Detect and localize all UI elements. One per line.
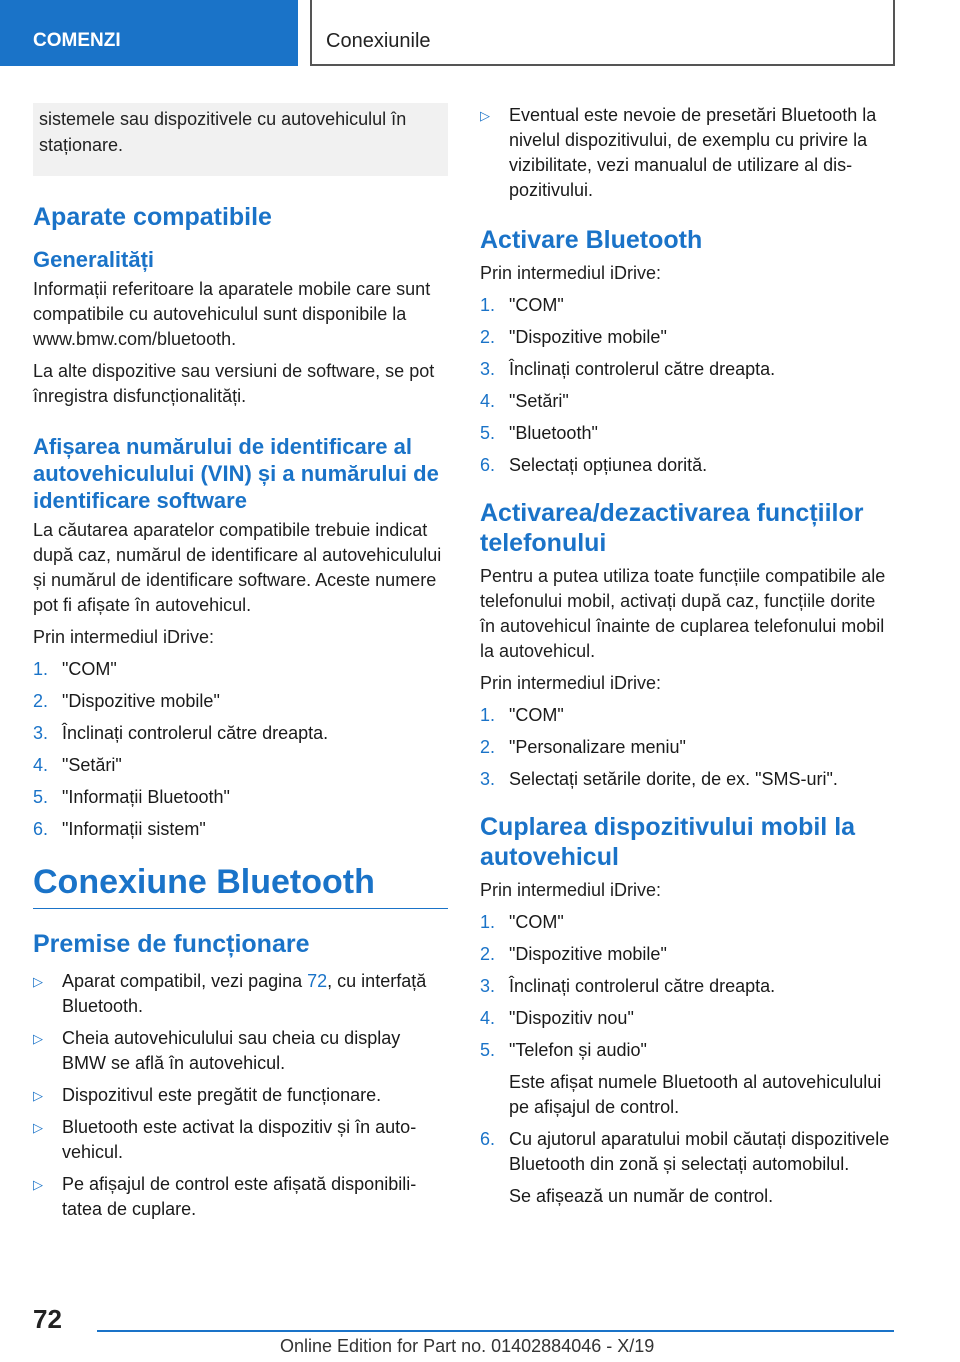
triangle-right-icon: ▷: [480, 108, 490, 123]
bullet-text-tail: , cu interfață Bluetooth.: [62, 971, 427, 1016]
step-label: "Dispozitive mobile": [509, 944, 667, 964]
list-item: [480, 103, 895, 203]
bullet-text: Eventual este nevoie de presetări Bluetooth la nivelul dispozitivului, de exemplu cu privire la vizibilitate, vezi manualul de utilizare al dispozitivului.: [509, 105, 877, 200]
heading-compatible-devices: Aparate compatibile: [33, 203, 272, 231]
triangle-right-icon: ▷: [33, 974, 43, 989]
step-label: "COM": [62, 659, 117, 679]
step-text: [509, 293, 895, 318]
step-text: [509, 453, 895, 478]
list-item: [480, 910, 895, 935]
note-box: sistemele sau dispozitivele cu autovehiculul în staționare.: [33, 103, 448, 176]
step-text: [62, 657, 448, 682]
bullet-text: [62, 969, 448, 1019]
steps-activate: [480, 293, 895, 478]
step-number: 2.: [480, 944, 496, 964]
step-number: 5.: [33, 787, 49, 807]
list-item: [33, 785, 448, 810]
steps-functions: [480, 703, 895, 792]
heading-bluetooth-connection: Conexiune Bluetooth: [33, 862, 448, 909]
step-number: 2.: [480, 737, 496, 757]
step-text: [62, 689, 448, 714]
step-text: [62, 817, 448, 842]
steps-vin: [33, 657, 448, 842]
bullet-text: [62, 1083, 448, 1108]
step-number: 1.: [480, 912, 496, 932]
step-number: 1.: [480, 295, 496, 315]
bullet-text: [62, 1172, 448, 1222]
paragraph-general-1: Informații referitoare la aparatele mobile care sunt compatibile cu autovehiculul sunt disponibile la www.bmw.com/bluetooth.: [33, 279, 431, 349]
footer-edition: Online Edition for Part no. 01402884046 - X/19: [280, 1336, 655, 1356]
heading-activate-bluetooth: Activare Bluetooth: [480, 226, 703, 254]
step-number: 4.: [480, 1008, 496, 1028]
step-label: "COM": [509, 295, 564, 315]
list-item: [33, 721, 448, 746]
list-item: [480, 767, 895, 792]
heading-vin-display: Afișarea numărului de identificare al autovehiculului (VIN) și a numărului de identificare software: [33, 434, 439, 513]
paragraph-general-2: La alte dispozitive sau versiuni de software, se pot înregistra disfuncționalități.: [33, 361, 435, 406]
step-number: 4.: [33, 755, 49, 775]
triangle-right-icon: ▷: [33, 1177, 43, 1192]
step-number: 6.: [480, 455, 496, 475]
right-column: [480, 103, 895, 1229]
step-label: "Dispozitive mobile": [62, 691, 220, 711]
list-item: [480, 735, 895, 760]
list-item: [33, 657, 448, 682]
step-text: [509, 910, 895, 935]
step-label: "Personalizare meniu": [509, 737, 686, 757]
section-tab[interactable]: COMENZI: [0, 0, 298, 66]
paragraph-idrive: Prin intermediul iDrive:: [480, 673, 662, 693]
bullet-text-main: Aparat compatibil, vezi pagina: [62, 971, 308, 991]
step-text: [509, 974, 895, 999]
list-item: [33, 689, 448, 714]
heading-prerequisites: Premise de funcționare: [33, 930, 310, 958]
paragraph-idrive: Prin intermediul iDrive:: [33, 627, 215, 647]
heading-general: Generalități: [33, 247, 155, 272]
list-item: [480, 453, 895, 478]
step-number: 1.: [33, 659, 49, 679]
step-note: Se afișează un număr de control.: [509, 1186, 774, 1206]
list-item: [480, 389, 895, 414]
step-text: [509, 703, 895, 728]
steps-pairing: [480, 910, 895, 1209]
heading-phone-functions: Activarea/dezactivarea funcțiilor telefonului: [480, 499, 864, 557]
page-reference-link[interactable]: 72: [307, 971, 328, 991]
step-label: "COM": [509, 912, 564, 932]
step-label: "Telefon și audio": [509, 1040, 647, 1060]
step-number: 6.: [480, 1129, 496, 1149]
step-label: Cu ajutorul aparatului mobil căutați dispozitivele Bluetooth din zonă și selectați automobilul.: [509, 1129, 890, 1174]
heading-pairing: Cuplarea dispozitivului mobil la autovehicul: [480, 813, 856, 871]
paragraph-idrive: Prin intermediul iDrive:: [480, 880, 662, 900]
list-item: [480, 421, 895, 446]
list-item: [33, 1115, 448, 1165]
step-text: [509, 942, 895, 967]
step-text: [509, 735, 895, 760]
paragraph-vin: La căutarea aparatelor compatibile trebuie indicat după caz, numărul de identificare al autovehiculului și numărul de identificare software. Aceste numere pot fi afișate în autovehicul.: [33, 520, 442, 615]
left-column: [33, 103, 448, 1238]
step-text: [509, 1006, 895, 1031]
list-item: [480, 974, 895, 999]
list-item: [33, 817, 448, 842]
list-item: [480, 1006, 895, 1031]
step-text: [509, 389, 895, 414]
step-note: Este afișat numele Bluetooth al autovehiculului pe afișajul de control.: [509, 1072, 882, 1117]
triangle-right-icon: ▷: [33, 1088, 43, 1103]
list-item: [33, 753, 448, 778]
step-text: [509, 1127, 895, 1209]
triangle-right-icon: ▷: [33, 1031, 43, 1046]
step-number: 4.: [480, 391, 496, 411]
step-text: [509, 421, 895, 446]
list-item: [480, 325, 895, 350]
step-number: 3.: [33, 723, 49, 743]
step-label: "Bluetooth": [509, 423, 598, 443]
step-number: 1.: [480, 705, 496, 725]
step-text: [62, 721, 448, 746]
list-item: [480, 357, 895, 382]
step-label: "COM": [509, 705, 564, 725]
list-item: [480, 703, 895, 728]
bullet-text-main: Cheia autovehiculului sau cheia cu display BMW se află în autovehicul.: [62, 1028, 401, 1073]
bullet-text: [62, 1026, 448, 1076]
bullet-text-main: Pe afișajul de control este afișată disponibilitatea de cuplare.: [62, 1174, 417, 1219]
bullet-text: [62, 1115, 448, 1165]
step-label: "Setări": [62, 755, 122, 775]
step-label: Înclinați controlerul către dreapta.: [62, 723, 329, 743]
list-item: [480, 1127, 895, 1209]
list-item: [480, 942, 895, 967]
bullet-text-main: Bluetooth este activat la dispozitiv și în autovehicul.: [62, 1117, 417, 1162]
step-label: "Dispozitive mobile": [509, 327, 667, 347]
list-item: [33, 969, 448, 1019]
step-text: [509, 357, 895, 382]
step-number: 5.: [480, 423, 496, 443]
triangle-right-icon: ▷: [33, 1120, 43, 1135]
step-text: [509, 767, 895, 792]
step-number: 2.: [480, 327, 496, 347]
bullet-text-main: Dispozitivul este pregătit de funcționare.: [62, 1085, 382, 1105]
step-number: 3.: [480, 976, 496, 996]
step-text: [509, 325, 895, 350]
step-label: Selectați opțiunea dorită.: [509, 455, 708, 475]
step-label: "Informații sistem": [62, 819, 206, 839]
step-label: Înclinați controlerul către dreapta.: [509, 976, 776, 996]
step-text: [62, 753, 448, 778]
step-label: Înclinați controlerul către dreapta.: [509, 359, 776, 379]
chapter-title: Conexiunile: [310, 0, 895, 66]
list-item: [33, 1172, 448, 1222]
step-number: 6.: [33, 819, 49, 839]
list-item: [480, 293, 895, 318]
list-item: [33, 1026, 448, 1076]
page-header: [0, 0, 960, 66]
step-number: 3.: [480, 359, 496, 379]
step-label: "Setări": [509, 391, 569, 411]
footer-divider: [97, 1330, 894, 1332]
presets-list: [480, 103, 895, 203]
page-number: 72: [33, 1304, 62, 1334]
step-number: 5.: [480, 1040, 496, 1060]
list-item: [33, 1083, 448, 1108]
list-item: [480, 1038, 895, 1120]
step-label: Selectați setările dorite, de ex. "SMS-uri".: [509, 769, 838, 789]
step-number: 3.: [480, 769, 496, 789]
paragraph-functions: Pentru a putea utiliza toate funcțiile compatibile ale telefonului mobil, activați după caz, funcțiile dorite în autovehicul înainte de cuplarea telefonului mobil la autovehicul.: [480, 566, 886, 661]
prerequisites-list: [33, 969, 448, 1222]
step-text: [509, 1038, 895, 1120]
step-label: "Informații Bluetooth": [62, 787, 230, 807]
step-label: "Dispozitiv nou": [509, 1008, 634, 1028]
step-text: [62, 785, 448, 810]
step-number: 2.: [33, 691, 49, 711]
paragraph-idrive: Prin intermediul iDrive:: [480, 263, 662, 283]
